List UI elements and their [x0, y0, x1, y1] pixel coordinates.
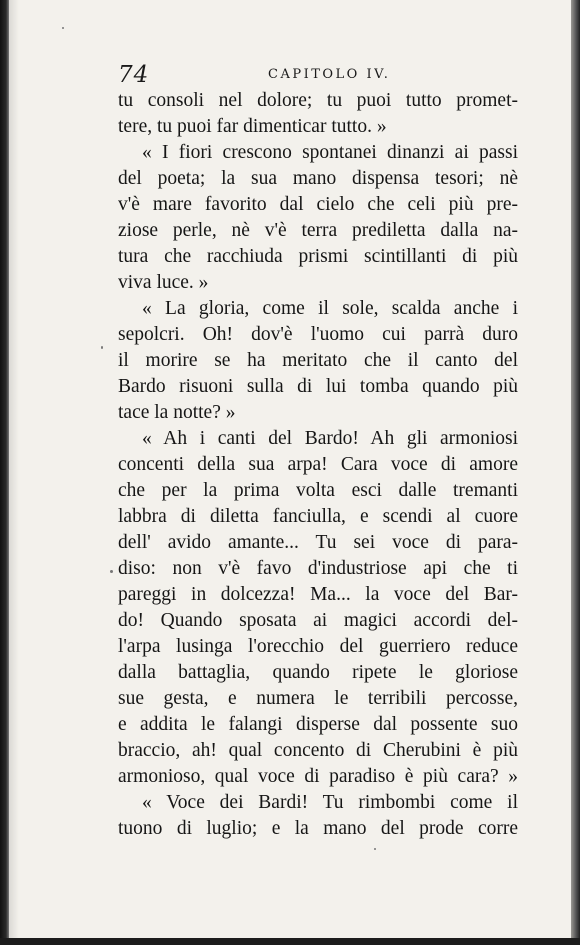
text-line: sue gesta, e numera le terribili percosse, — [118, 688, 518, 709]
text-line: concenti della sua arpa! Cara voce di amore — [118, 454, 518, 475]
text-line: tere, tu puoi far dimenticar tutto. » — [118, 116, 387, 137]
page-right-edge — [571, 0, 580, 945]
text-line: braccio, ah! qual concento di Cherubini è più — [118, 740, 518, 761]
paper-speck — [101, 346, 103, 349]
text-line: do! Quando sposata ai magici accordi del- — [118, 610, 518, 631]
running-head: CAPITOLO IV. — [268, 67, 391, 82]
text-line: « Ah i canti del Bardo! Ah gli armoniosi — [142, 428, 518, 449]
text-line: armonioso, qual voce di paradiso è più cara? » — [118, 766, 518, 787]
text-line: il morire se ha meritato che il canto del — [118, 350, 518, 371]
text-line: tuono di luglio; e la mano del prode corre — [118, 818, 518, 839]
text-line: tu consoli nel dolore; tu puoi tutto promet- — [118, 90, 518, 111]
text-line: e addita le falangi disperse dal possente suo — [118, 714, 518, 735]
text-line: viva luce. » — [118, 272, 209, 293]
paper-speck — [110, 570, 113, 573]
text-line: tace la notte? » — [118, 402, 236, 423]
text-line: tura che racchiuda prismi scintillanti di più — [118, 246, 518, 267]
text-line: « La gloria, come il sole, scalda anche i — [142, 298, 518, 319]
text-line: labbra di diletta fanciulla, e scendi al cuore — [118, 506, 518, 527]
paper-speck — [62, 27, 64, 29]
text-line: Bardo risuoni sulla di lui tomba quando più — [118, 376, 518, 397]
page-bottom-edge — [0, 938, 580, 945]
body-text — [118, 88, 518, 842]
text-line: diso: non v'è favo d'industriose api che ti — [118, 558, 518, 579]
text-line: ziose perle, nè v'è terra prediletta dalla na- — [118, 220, 518, 241]
text-line: l'arpa lusinga l'orecchio del guerriero reduce — [118, 636, 518, 657]
text-line: dalla battaglia, quando ripete le gloriose — [118, 662, 518, 683]
text-line: che per la prima volta esci dalle tremanti — [118, 480, 518, 501]
text-line: pareggi in dolcezza! Ma... la voce del Bar- — [118, 584, 518, 605]
text-line: del poeta; la sua mano dispensa tesori; nè — [118, 168, 518, 189]
page-number: 74 — [118, 62, 150, 88]
page-left-edge — [0, 0, 9, 945]
text-line: « I fiori crescono spontanei dinanzi ai passi — [142, 142, 518, 163]
binding-shadow — [9, 0, 19, 945]
paper-speck — [374, 848, 376, 850]
text-line: dell' avido amante... Tu sei voce di para- — [118, 532, 518, 553]
text-line: « Voce dei Bardi! Tu rimbombi come il — [142, 792, 518, 813]
text-line: sepolcri. Oh! dov'è l'uomo cui parrà duro — [118, 324, 518, 345]
text-line: v'è mare favorito dal cielo che celi più pre- — [118, 194, 518, 215]
